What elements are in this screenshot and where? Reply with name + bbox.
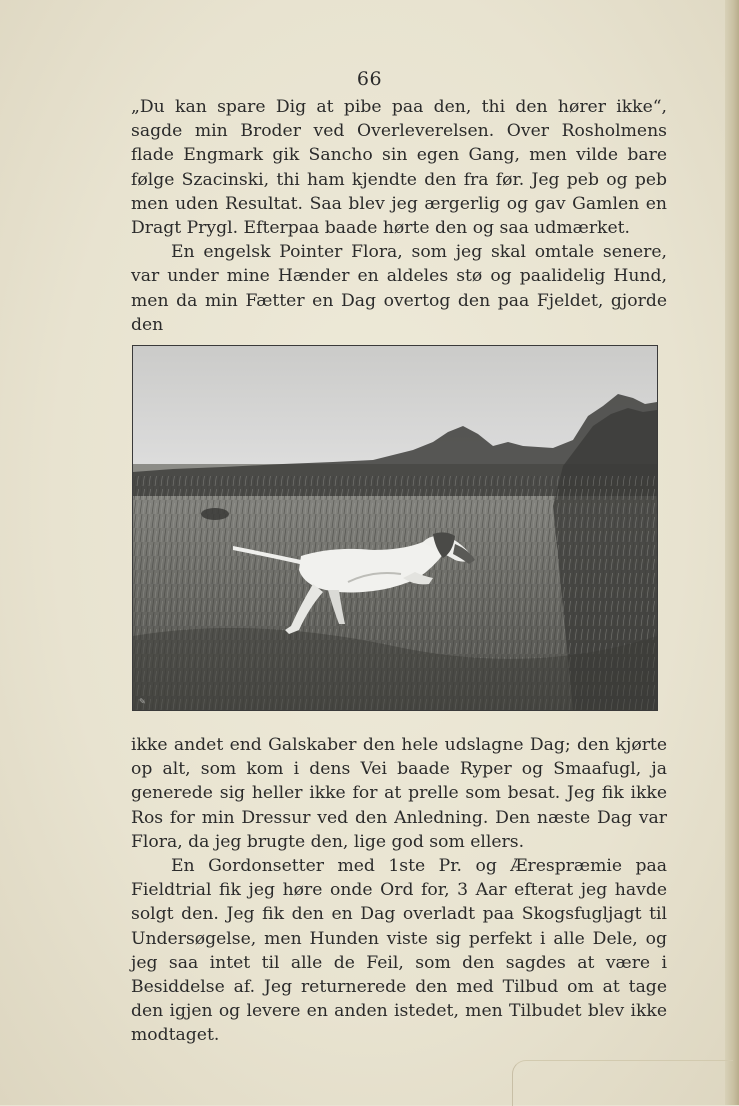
distant-dog [201,508,229,520]
engraver-mark: ✎ [139,697,146,706]
pointer-dog-photo [132,345,658,711]
paragraph: En Gordonsetter med 1ste Pr. og Ærespræmie paa Fieldtrial fik jeg høre onde Ord for, 3 Aar efterat jeg havde solgt den. Jeg fik den en Dag overladt paa Skogsfugljagt til Undersøgelse, men Hunden viste sig perfekt i alle Dele, og jeg saa intet til alle de Feil, som den sagdes at være i Besiddelse af. Jeg returnerede den med Tilbud om at tage den igjen og levere en anden istedet, men Tilbudet blev ikke modtaget. [131,856,667,1046]
paragraph: „Du kan spare Dig at pibe paa den, thi den hører ikke“, sagde min Broder ved Overleverelsen. Over Rosholmens flade Engmark gik Sancho sin egen Gang, men vilde bare følge Szacinski, thi ham kjendte den fra før. Jeg peb og peb men uden Resultat. Saa blev jeg ærgerlig og gav Gamlen en Dragt Prygl. Efterpaa baade hørte den og saa udmærket. [131,97,667,239]
paragraph: En engelsk Pointer Flora, som jeg skal omtale senere, var under mine Hænder en aldeles stø og paalidelig Hund, men da min Fætter en Dag overtog den paa Fjeldet, gjorde den [131,242,667,335]
page-corner-mark [512,1060,733,1106]
page-number: 66 [356,68,383,90]
paragraph: ikke andet end Galskaber den hele udslagne Dag; den kjørte op alt, som kom i dens Vei baade Ryper og Smaafugl, ja generede sig heller ikke for at prelle som besat. Jeg fik ikke Ros for min Dressur ved den Anledning. Den næste Dag var Flora, da jeg brugte den, lige god som ellers. [131,735,667,852]
book-spine-edge [725,0,739,1105]
text-block-bottom [131,733,667,1048]
text-block-top [131,95,667,337]
